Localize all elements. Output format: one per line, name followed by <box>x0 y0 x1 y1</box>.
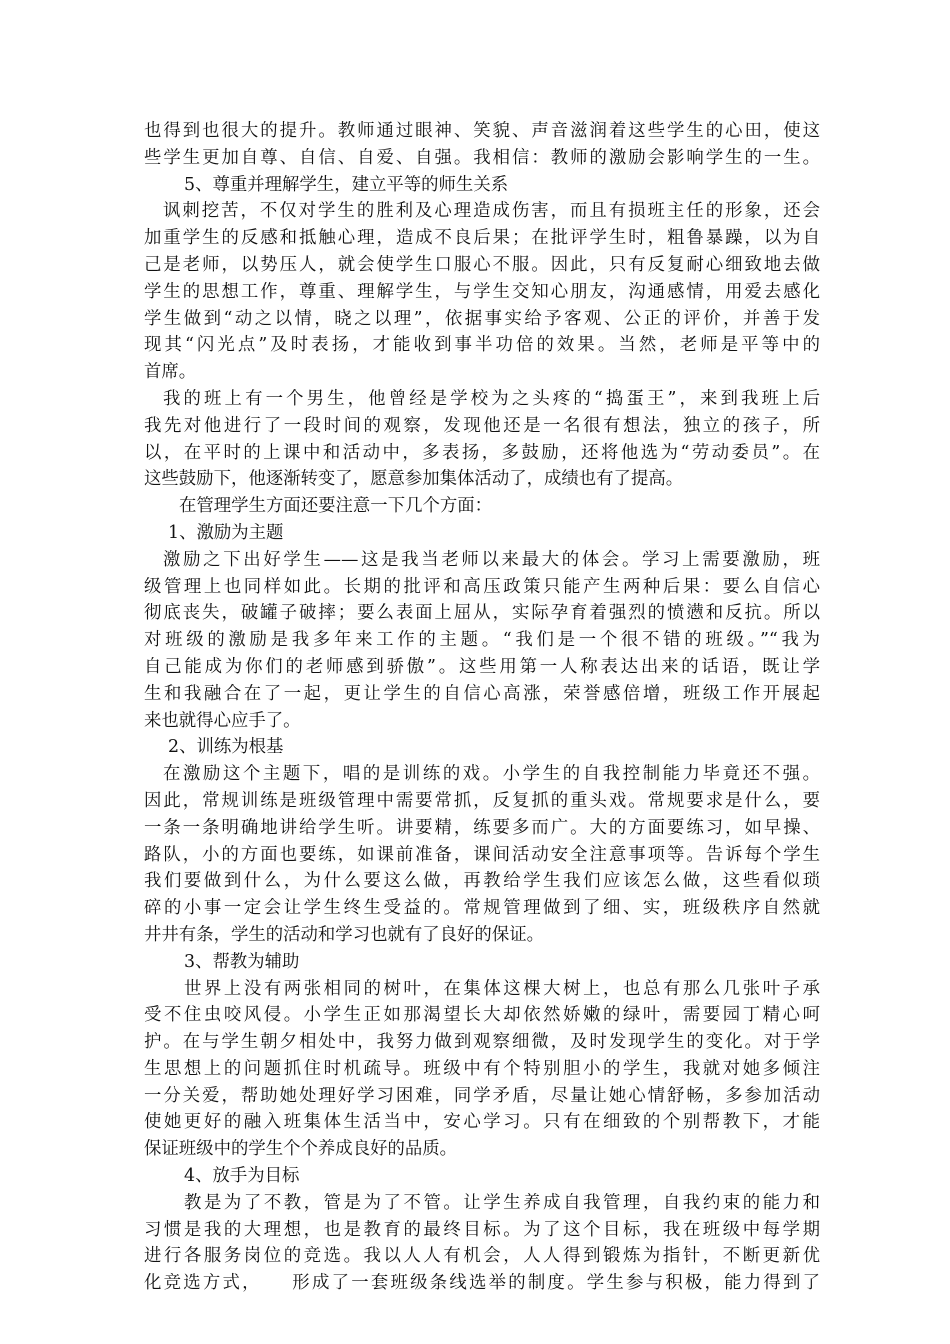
text-line: 这些鼓励下，他逐渐转变了，愿意参加集体活动了，成绩也有了提高。 <box>144 469 684 490</box>
section-heading: 2、训练为根基 <box>168 737 284 758</box>
text-line: 现其“闪光点”及时表扬，才能收到事半功倍的效果。当然，老师是平等中的 <box>144 335 820 356</box>
text-line: 首席。 <box>144 362 197 383</box>
text-line: 在管理学生方面还要注意一下几个方面： <box>179 496 493 517</box>
text-line: 我们要做到什么，为什么要这么做，再教给学生我们应该怎么做，这些看似琐 <box>144 871 820 892</box>
text-line: 化竞选方式， 形成了一套班级条线选举的制度。学生参与积极，能力得到了 <box>144 1273 820 1294</box>
text-line: 路队，小的方面也要练，如课前准备，课间活动安全注意事项等。告诉每个学生 <box>144 844 820 865</box>
text-line: 使她更好的融入班集体生活当中，安心学习。只有在细致的个别帮教下，才能 <box>144 1112 820 1133</box>
text-line: 也得到也很大的提升。教师通过眼神、笑貌、声音滋润着这些学生的心田，使这 <box>144 121 820 141</box>
text-line: 来也就得心应手了。 <box>144 710 301 731</box>
text-line: 我的班上有一个男生，他曾经是学校为之头疼的“捣蛋王”，来到我班上后 <box>163 388 820 409</box>
text-line: 对班级的激励是我多年来工作的主题。“我们是一个很不错的班级。”“我为 <box>144 630 820 651</box>
text-line: 学生的思想工作，尊重、理解学生，与学生交知心朋友，沟通感情，用爱去感化 <box>144 281 820 302</box>
text-line: 井井有条，学生的活动和学习也就有了良好的保证。 <box>144 924 544 945</box>
text-line: 碎的小事一定会让学生终生受益的。常规管理做到了细、实，班级秩序自然就 <box>144 898 820 919</box>
text-line: 己是老师，以势压人，就会使学生口服心不服。因此，只有反复耐心细致地去做 <box>144 254 820 275</box>
text-line: 一分关爱，帮助她处理好学习困难，同学矛盾，尽量让她心情舒畅，多参加活动 <box>144 1085 820 1106</box>
text-line: 些学生更加自尊、自信、自爱、自强。我相信：教师的激励会影响学生的一生。 <box>144 147 820 168</box>
section-heading: 3、帮教为辅助 <box>184 951 300 972</box>
text-line: 加重学生的反感和抵触心理，造成不良后果；在批评学生时，粗鲁暴躁，以为自 <box>144 228 820 249</box>
text-line: 在激励这个主题下，唱的是训练的戏。小学生的自我控制能力毕竟还不强。 <box>163 764 820 785</box>
section-heading: 4、放手为目标 <box>184 1166 300 1187</box>
text-line: 生和我融合在了一起，更让学生的自信心高涨，荣誉感倍增，班级工作开展起 <box>144 683 820 704</box>
text-line: 教是为了不教，管是为了不管。让学生养成自我管理，自我约束的能力和 <box>184 1192 820 1213</box>
text-line: 以，在平时的上课中和活动中，多表扬，多鼓励，还将他选为“劳动委员”。在 <box>144 442 820 463</box>
text-line: 保证班级中的学生个个养成良好的品质。 <box>144 1139 458 1160</box>
text-line: 激励之下出好学生——这是我当老师以来最大的体会。学习上需要激励，班 <box>163 549 820 570</box>
text-line: 学生做到“动之以情，晓之以理”，依据事实给予客观、公正的评价，并善于发 <box>144 308 820 329</box>
text-line: 自己能成为你们的老师感到骄傲”。这些用第一人称表达出来的话语，既让学 <box>144 656 820 677</box>
text-line: 因此，常规训练是班级管理中需要常抓，反复抓的重头戏。常规要求是什么，要 <box>144 790 820 811</box>
document-body <box>144 118 820 1297</box>
section-heading: 5、尊重并理解学生，建立平等的师生关系 <box>184 174 509 195</box>
text-line: 世界上没有两张相同的树叶，在集体这棵大树上，也总有那么几张叶子承 <box>184 978 820 999</box>
text-line: 一条一条明确地讲给学生听。讲要精，练要多而广。大的方面要练习，如早操、 <box>144 817 820 838</box>
text-line: 进行各服务岗位的竞选。我以人人有机会，人人得到锻炼为指针，不断更新优 <box>144 1246 820 1267</box>
text-line: 护。在与学生朝夕相处中，我努力做到观察细微，及时发现学生的变化。对于学 <box>144 1032 820 1053</box>
text-line: 级管理上也同样如此。长期的批评和高压政策只能产生两种后果：要么自信心 <box>144 576 820 597</box>
text-line: 讽刺挖苦，不仅对学生的胜利及心理造成伤害，而且有损班主任的形象，还会 <box>163 201 820 222</box>
text-line: 彻底丧失，破罐子破摔；要么表面上屈从，实际孕育着强烈的愤懑和反抗。所以 <box>144 603 820 624</box>
text-line: 生思想上的问题抓住时机疏导。班级中有个特别胆小的学生，我就对她多倾注 <box>144 1058 820 1079</box>
text-line: 我先对他进行了一段时间的观察，发现他还是一名很有想法，独立的孩子，所 <box>144 415 820 436</box>
text-line: 习惯是我的大理想，也是教育的最终目标。为了这个目标，我在班级中每学期 <box>144 1219 820 1240</box>
text-line: 受不住虫咬风侵。小学生正如那渴望长大却依然娇嫩的绿叶，需要园丁精心呵 <box>144 1005 820 1026</box>
section-heading: 1、激励为主题 <box>168 522 284 543</box>
